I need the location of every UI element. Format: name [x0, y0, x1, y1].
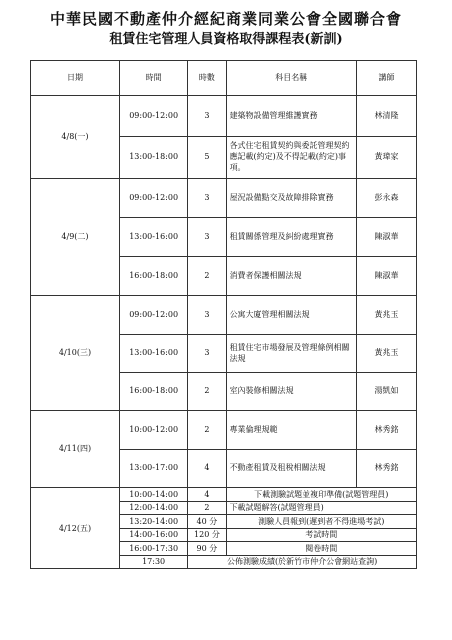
description-cell: 閱卷時間 [226, 542, 416, 556]
time-cell: 17:30 [119, 555, 187, 569]
description-cell: 測驗人員報到(遲到者不得進場考試) [226, 515, 416, 529]
hours-cell: 5 [188, 137, 226, 179]
teacher-cell: 黃瑋家 [356, 137, 416, 179]
description-cell: 下載試題解答(試題管理員) [226, 501, 416, 515]
hours-cell: 3 [188, 179, 226, 218]
hours-cell: 2 [188, 411, 226, 450]
time-cell: 16:00-17:30 [119, 542, 187, 556]
subject-cell: 屋況設備點交及故障排除實務 [226, 179, 356, 218]
teacher-cell: 黃兆玉 [356, 296, 416, 335]
header-hours: 時數 [188, 61, 226, 96]
header-time: 時間 [119, 61, 187, 96]
hours-cell: 3 [188, 296, 226, 335]
time-cell: 13:00-18:00 [119, 137, 187, 179]
description-cell: 考試時間 [226, 528, 416, 542]
subject-cell: 租賃關係管理及糾紛處理實務 [226, 218, 356, 257]
teacher-cell: 陳淑華 [356, 257, 416, 296]
subject-cell: 各式住宅租賃契約與委託管理契約應記載(約定)及不得記載(約定)事項。 [226, 137, 356, 179]
subject-cell: 專業倫理規範 [226, 411, 356, 450]
hours-cell: 2 [188, 257, 226, 296]
date-cell: 4/11(四) [31, 411, 120, 488]
teacher-cell: 林清隆 [356, 96, 416, 137]
subject-cell: 租賃住宅市場發展及管理條例相關法規 [226, 335, 356, 373]
hours-cell: 40 分 [188, 515, 226, 529]
teacher-cell: 彭永森 [356, 179, 416, 218]
time-cell: 16:00-18:00 [119, 257, 187, 296]
header-date: 日期 [31, 61, 120, 96]
time-cell: 13:00-16:00 [119, 335, 187, 373]
date-cell: 4/9(二) [31, 179, 120, 296]
subject-cell: 公寓大廈管理相關法規 [226, 296, 356, 335]
teacher-cell: 陳淑華 [356, 218, 416, 257]
subject-cell: 室內裝修相關法規 [226, 373, 356, 411]
subject-cell: 不動產租賃及租稅相關法規 [226, 450, 356, 488]
hours-cell: 120 分 [188, 528, 226, 542]
hours-cell: 3 [188, 218, 226, 257]
table-row [31, 411, 417, 450]
subject-cell: 建築物設備管理維護實務 [226, 96, 356, 137]
teacher-cell: 湯凱如 [356, 373, 416, 411]
time-cell: 10:00-14:00 [119, 488, 187, 502]
time-cell: 13:20-14:00 [119, 515, 187, 529]
hours-cell: 4 [188, 488, 226, 502]
time-cell: 16:00-18:00 [119, 373, 187, 411]
teacher-cell: 林秀銘 [356, 450, 416, 488]
subject-cell: 消費者保護相關法規 [226, 257, 356, 296]
date-cell: 4/12(五) [31, 488, 120, 569]
hours-cell: 2 [188, 373, 226, 411]
hours-cell: 3 [188, 335, 226, 373]
time-cell: 14:00-16:00 [119, 528, 187, 542]
table-header-row [31, 61, 417, 96]
date-cell: 4/10(三) [31, 296, 120, 411]
header-subject: 科目名稱 [226, 61, 356, 96]
date-cell: 4/8(一) [31, 96, 120, 179]
time-cell: 09:00-12:00 [119, 179, 187, 218]
hours-cell: 2 [188, 501, 226, 515]
table-row [31, 488, 417, 502]
description-cell: 公佈測驗成績(於新竹市仲介公會網站查詢) [188, 555, 417, 569]
table-row [31, 96, 417, 137]
time-cell: 12:00-14:00 [119, 501, 187, 515]
document-title: 中華民國不動產仲介經紀商業同業公會全國聯合會 [49, 10, 402, 28]
time-cell: 09:00-12:00 [119, 296, 187, 335]
teacher-cell: 黃兆玉 [356, 335, 416, 373]
document-subtitle: 租賃住宅管理人員資格取得課程表(新訓) [109, 32, 343, 47]
time-cell: 09:00-12:00 [119, 96, 187, 137]
table-row [31, 179, 417, 218]
header-teacher: 講師 [356, 61, 416, 96]
hours-cell: 4 [188, 450, 226, 488]
time-cell: 13:00-17:00 [119, 450, 187, 488]
description-cell: 下載測驗試題並複印準備(試題管理員) [226, 488, 416, 502]
schedule-table [30, 60, 417, 569]
time-cell: 13:00-16:00 [119, 218, 187, 257]
hours-cell: 3 [188, 96, 226, 137]
hours-cell: 90 分 [188, 542, 226, 556]
teacher-cell: 林秀銘 [356, 411, 416, 450]
time-cell: 10:00-12:00 [119, 411, 187, 450]
table-row [31, 296, 417, 335]
